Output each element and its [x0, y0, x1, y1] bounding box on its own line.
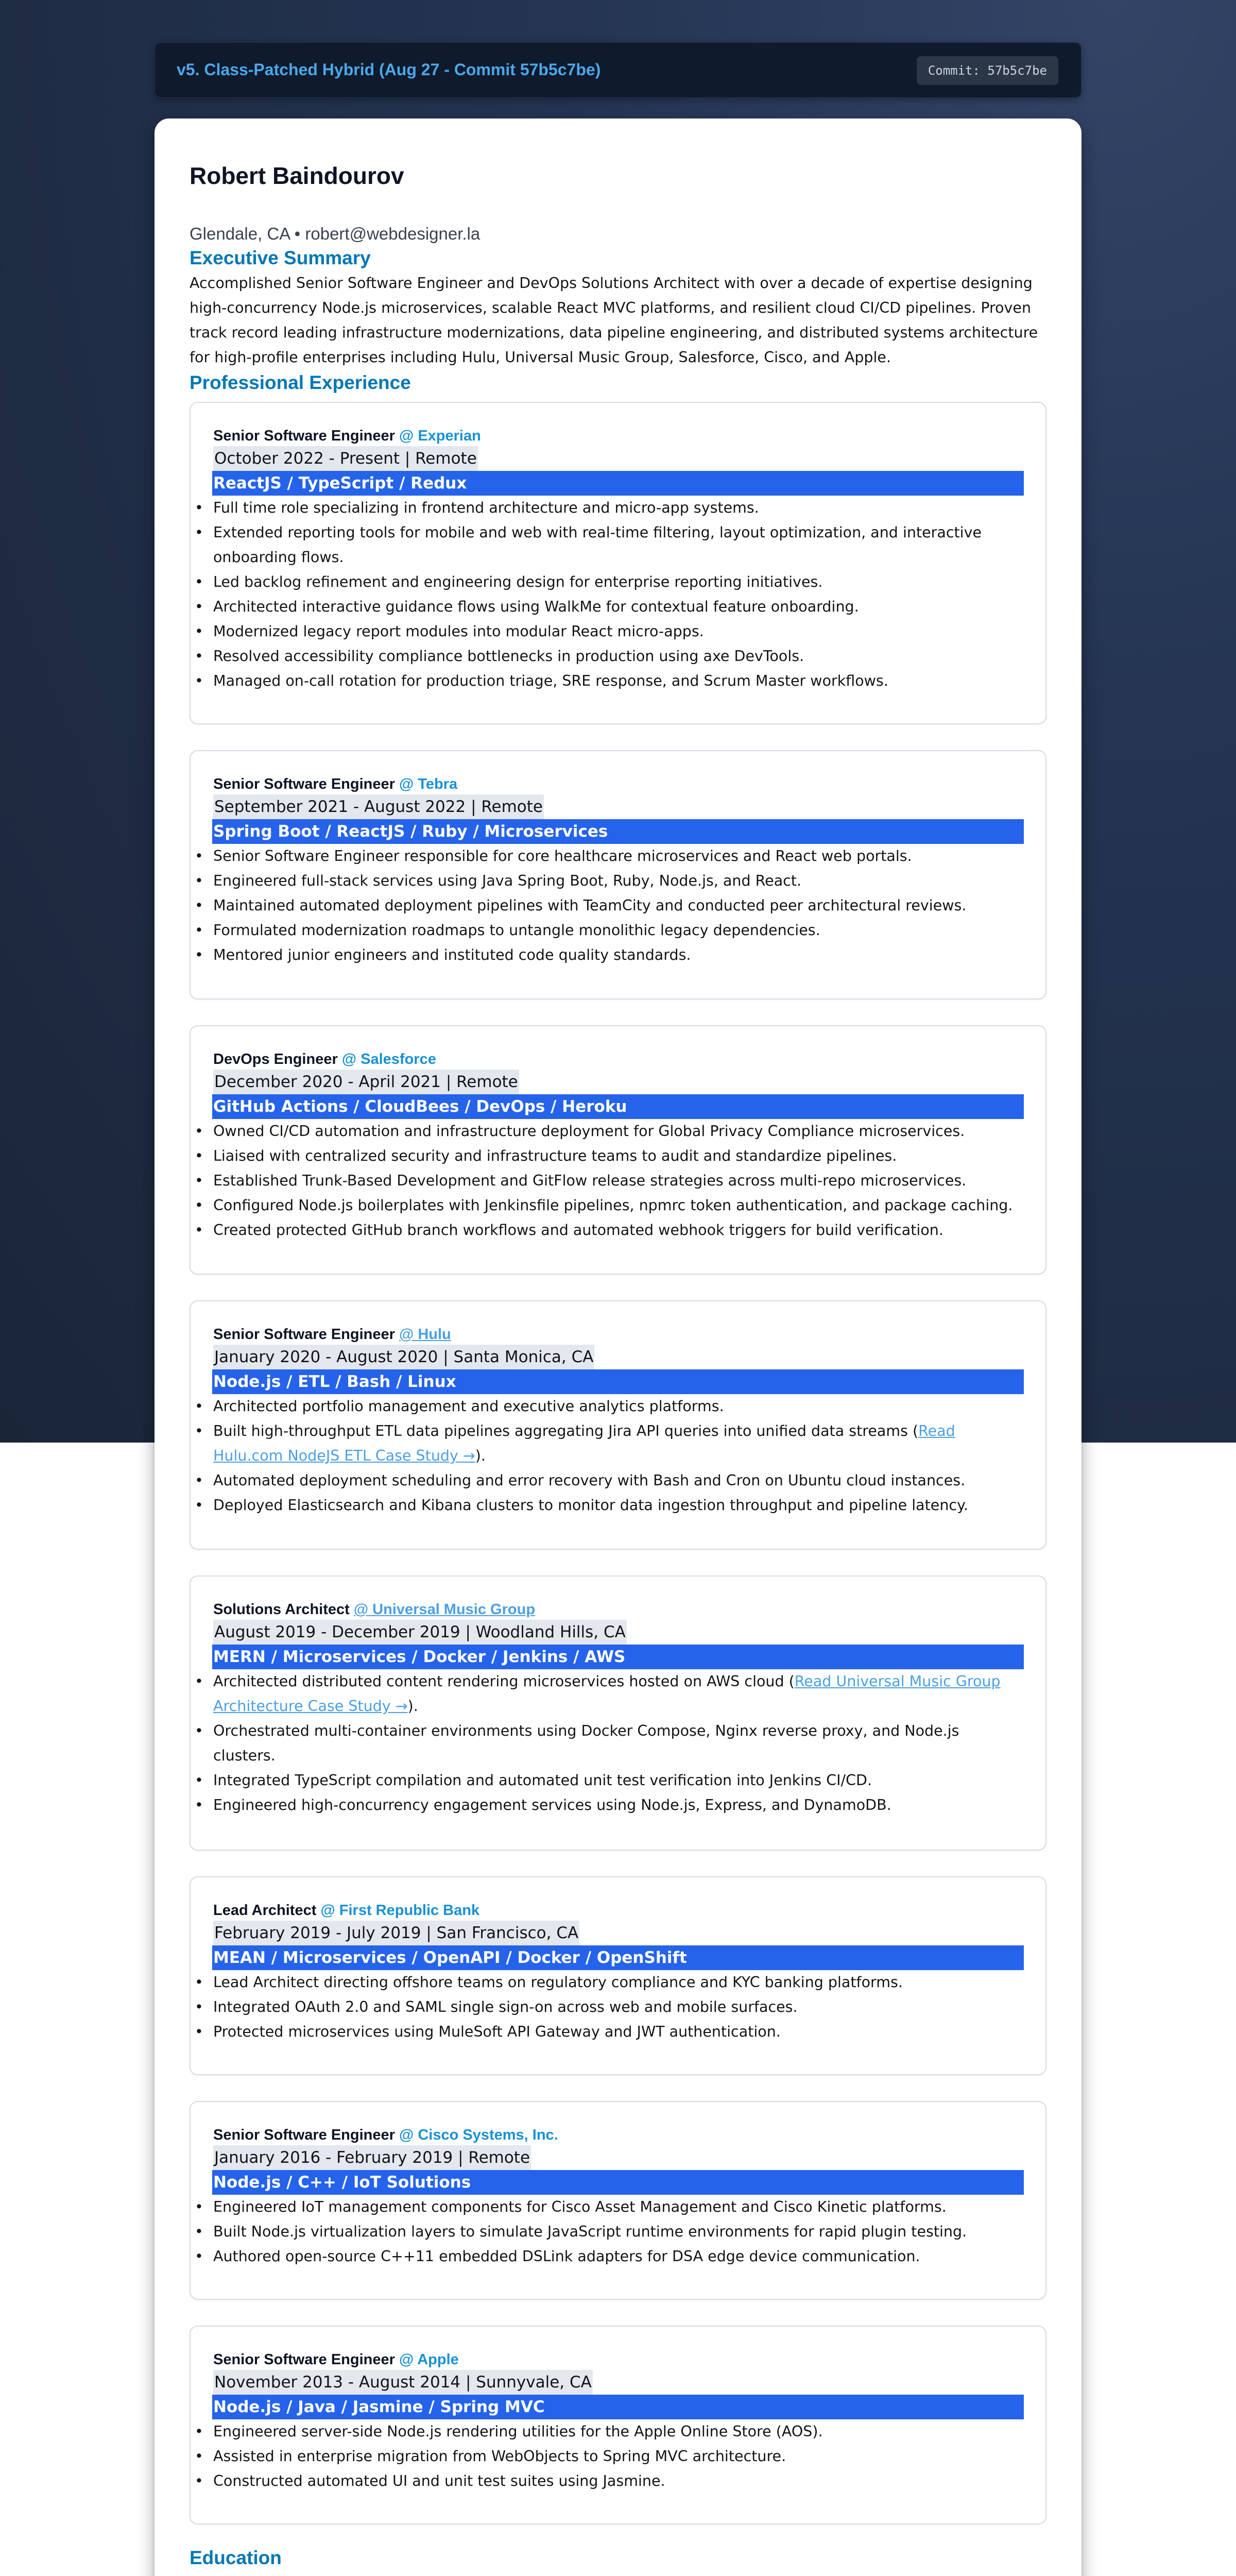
job-stack: GitHub Actions / CloudBees / DevOps / Heroku	[212, 1094, 1024, 1119]
job-stack: Node.js / C++ / IoT Solutions	[212, 2170, 1024, 2195]
bullet-suffix: ).	[475, 1447, 486, 1464]
list-item: • Engineered high-concurrency engagement services using Node.js, Express, and DynamoDB.	[212, 1793, 1023, 1818]
job-card-apple	[190, 2326, 1046, 2524]
job-dates: February 2019 - July 2019 | San Francisco, CA	[213, 1921, 579, 1945]
list-item: • Architected interactive guidance flows using WalkMe for contextual feature onboarding.	[212, 595, 1023, 619]
bullet-suffix: ).	[407, 1698, 418, 1715]
job-company-link[interactable]: @ Universal Music Group	[353, 1601, 536, 1618]
list-item	[212, 1419, 1023, 1468]
list-item: • Established Trunk-Based Development and GitFlow release strategies across multi-repo microservices.	[212, 1168, 1023, 1193]
bullet-text: Architected distributed content rendering microservices hosted on AWS cloud (	[213, 1673, 795, 1690]
job-company: @ Salesforce	[341, 1051, 436, 1067]
job-bullets	[213, 844, 1023, 968]
job-card-first-republic	[190, 1876, 1046, 2075]
case-study-link[interactable]: Read Universal Music Group Architecture Case Study →	[213, 1673, 1001, 1715]
list-item: • Created protected GitHub branch workflows and automated webhook triggers for build verification.	[212, 1218, 1023, 1243]
list-item: • Formulated modernization roadmaps to untangle monolithic legacy dependencies.	[212, 918, 1023, 943]
candidate-name: Robert Baindourov	[190, 162, 404, 189]
job-dates: November 2013 - August 2014 | Sunnyvale, CA	[213, 2370, 593, 2395]
list-item: • Deployed Elasticsearch and Kibana clusters to monitor data ingestion throughput and pipeline latency.	[212, 1493, 1023, 1518]
job-company: @ Apple	[399, 2351, 459, 2368]
job-card-hulu	[190, 1300, 1046, 1550]
job-heading	[213, 2349, 1023, 2370]
version-banner	[154, 42, 1082, 98]
job-bullets	[213, 2419, 1023, 2494]
list-item	[212, 1669, 1023, 1719]
job-card-experian	[190, 402, 1046, 724]
job-role: DevOps Engineer	[213, 1051, 338, 1067]
education-heading: Education	[190, 2547, 282, 2568]
list-item: • Engineered full-stack services using Java Spring Boot, Ruby, Node.js, and React.	[212, 869, 1023, 893]
job-heading	[213, 1049, 1023, 1070]
job-dates: January 2016 - February 2019 | Remote	[213, 2145, 531, 2170]
job-heading	[213, 1599, 1023, 1620]
job-stack: Node.js / ETL / Bash / Linux	[212, 1369, 1024, 1394]
job-role: Senior Software Engineer	[213, 776, 395, 792]
job-heading	[213, 774, 1023, 794]
resume-card	[154, 118, 1082, 2576]
job-card-salesforce	[190, 1025, 1046, 1275]
job-role: Lead Architect	[213, 1902, 317, 1919]
list-item: • Configured Node.js boilerplates with Jenkinsfile pipelines, npmrc token authentication, and package caching.	[212, 1193, 1023, 1218]
job-bullets	[213, 1970, 1023, 2044]
job-stack: MEAN / Microservices / OpenAPI / Docker / OpenShift	[212, 1945, 1024, 1970]
list-item: • Led backlog refinement and engineering design for enterprise reporting initiatives.	[212, 570, 1023, 595]
list-item: • Resolved accessibility compliance bottlenecks in production using axe DevTools.	[212, 644, 1023, 669]
job-dates: August 2019 - December 2019 | Woodland Hills, CA	[213, 1620, 627, 1645]
job-dates: September 2021 - August 2022 | Remote	[213, 794, 544, 819]
job-company: @ Experian	[399, 428, 481, 444]
job-stack: MERN / Microservices / Docker / Jenkins / AWS	[212, 1645, 1024, 1669]
list-item: • Protected microservices using MuleSoft API Gateway and JWT authentication.	[212, 2020, 1023, 2044]
bullet-text: Built high-throughput ETL data pipelines aggregating Jira API queries into unified data streams (	[213, 1422, 919, 1439]
list-item: • Maintained automated deployment pipelines with TeamCity and conducted peer architectural reviews.	[212, 893, 1023, 918]
list-item: • Owned CI/CD automation and infrastructure deployment for Global Privacy Compliance microservices.	[212, 1119, 1023, 1144]
list-item: • Extended reporting tools for mobile and web with real-time filtering, layout optimization, and interactive onboarding flows.	[212, 520, 1023, 570]
list-item: • Engineered IoT management components for Cisco Asset Management and Cisco Kinetic platforms.	[212, 2195, 1023, 2219]
list-item: • Senior Software Engineer responsible for core healthcare microservices and React web portals.	[212, 844, 1023, 869]
job-dates: January 2020 - August 2020 | Santa Monica, CA	[213, 1345, 594, 1369]
job-role: Solutions Architect	[213, 1601, 350, 1618]
job-bullets	[213, 2195, 1023, 2269]
list-item: • Engineered server-side Node.js rendering utilities for the Apple Online Store (AOS).	[212, 2419, 1023, 2444]
summary-text: Accomplished Senior Software Engineer and DevOps Solutions Architect with over a decade of expertise designing high-concurrency Node.js microservices, scalable React MVC platforms, and resilient cloud CI/CD pipelines. Proven track record leading infrastructure modernizations, data pipeline engineering, and distributed systems architecture for high-profile enterprises including Hulu, Universal Music Group, Salesforce, Cisco, and Apple.	[190, 275, 1038, 366]
job-role: Senior Software Engineer	[213, 428, 395, 444]
job-stack: ReactJS / TypeScript / Redux	[212, 471, 1024, 496]
list-item: • Full time role specializing in frontend architecture and micro-app systems.	[212, 496, 1023, 520]
list-item: • Architected portfolio management and executive analytics platforms.	[212, 1394, 1023, 1419]
list-item: • Modernized legacy report modules into modular React micro-apps.	[212, 619, 1023, 644]
job-role: Senior Software Engineer	[213, 2351, 395, 2368]
list-item: • Managed on-call rotation for production triage, SRE response, and Scrum Master workflows.	[212, 669, 1023, 693]
job-stack: Spring Boot / ReactJS / Ruby / Microservices	[212, 819, 1024, 844]
job-heading	[213, 1324, 1023, 1345]
job-heading	[213, 1900, 1023, 1921]
job-card-umg	[190, 1575, 1046, 1851]
job-heading	[213, 2125, 1023, 2145]
summary-heading: Executive Summary	[190, 247, 371, 268]
contact-separator: •	[294, 224, 301, 243]
job-card-cisco	[190, 2101, 1046, 2300]
job-bullets	[213, 1119, 1023, 1243]
job-bullets	[213, 1669, 1023, 1818]
list-item: • Built Node.js virtualization layers to simulate JavaScript runtime environments for rapid plugin testing.	[212, 2219, 1023, 2244]
commit-badge: Commit: 57b5c7be	[917, 56, 1058, 85]
job-dates: December 2020 - April 2021 | Remote	[213, 1070, 519, 1094]
experience-heading: Professional Experience	[190, 372, 411, 393]
job-card-tebra	[190, 750, 1046, 999]
list-item: • Assisted in enterprise migration from WebObjects to Spring MVC architecture.	[212, 2444, 1023, 2469]
job-stack: Node.js / Java / Jasmine / Spring MVC	[212, 2395, 1024, 2419]
job-company: @ Tebra	[399, 776, 458, 792]
job-role: Senior Software Engineer	[213, 1326, 395, 1343]
job-role: Senior Software Engineer	[213, 2127, 395, 2143]
job-company: @ Cisco Systems, Inc.	[399, 2127, 558, 2143]
contact-line	[190, 223, 1046, 245]
list-item: • Integrated OAuth 2.0 and SAML single sign-on across web and mobile surfaces.	[212, 1995, 1023, 2020]
job-bullets	[213, 496, 1023, 693]
job-dates: October 2022 - Present | Remote	[213, 446, 478, 471]
list-item: • Integrated TypeScript compilation and automated unit test verification into Jenkins CI/CD.	[212, 1768, 1023, 1793]
banner-title: v5. Class-Patched Hybrid (Aug 27 - Commit 57b5c7be)	[177, 60, 601, 79]
list-item: • Liaised with centralized security and infrastructure teams to audit and standardize pipelines.	[212, 1144, 1023, 1168]
list-item: • Orchestrated multi-container environments using Docker Compose, Nginx reverse proxy, and Node.js clusters.	[212, 1719, 1023, 1768]
location: Glendale, CA	[190, 224, 290, 243]
job-heading	[213, 426, 1023, 446]
list-item: • Constructed automated UI and unit test suites using Jasmine.	[212, 2469, 1023, 2494]
job-company-link[interactable]: @ Hulu	[399, 1326, 451, 1343]
list-item: • Authored open-source C++11 embedded DSLink adapters for DSA edge device communication.	[212, 2244, 1023, 2269]
email: robert@webdesigner.la	[305, 224, 480, 243]
list-item: • Automated deployment scheduling and error recovery with Bash and Cron on Ubuntu cloud instances.	[212, 1468, 1023, 1493]
job-company: @ First Republic Bank	[320, 1902, 480, 1919]
list-item: • Mentored junior engineers and instituted code quality standards.	[212, 943, 1023, 968]
list-item: • Lead Architect directing offshore teams on regulatory compliance and KYC banking platforms.	[212, 1970, 1023, 1995]
case-study-link[interactable]: Read Hulu.com NodeJS ETL Case Study →	[213, 1422, 955, 1464]
job-bullets	[213, 1394, 1023, 1518]
